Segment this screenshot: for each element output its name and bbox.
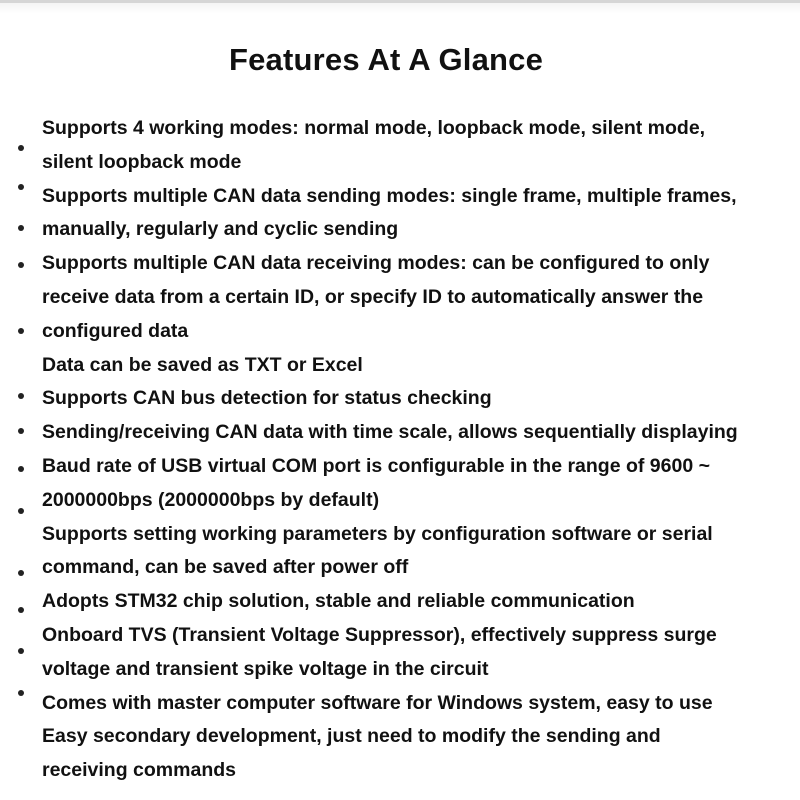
bullet-dot-icon: [18, 466, 24, 472]
bullet-dot-icon: [18, 393, 24, 399]
bullet-dot-icon: [18, 262, 24, 268]
feature-line: Supports CAN bus detection for status checking: [42, 387, 492, 410]
bullet-dot-icon: [18, 184, 24, 190]
bullet-dot-icon: [18, 607, 24, 613]
bullet-dot-icon: [18, 145, 24, 151]
feature-line: Supports multiple CAN data receiving modes: can be configured to only: [42, 252, 710, 275]
bullet-dot-icon: [18, 570, 24, 576]
bullet-dot-icon: [18, 508, 24, 514]
feature-line: voltage and transient spike voltage in the circuit: [42, 657, 489, 680]
feature-line: Adopts STM32 chip solution, stable and reliable communication: [42, 590, 635, 613]
page-title: Features At A Glance: [228, 42, 544, 77]
feature-line: configured data: [42, 319, 189, 342]
feature-line: Baud rate of USB virtual COM port is configurable in the range of 9600 ~: [42, 454, 710, 477]
feature-line: Supports setting working parameters by configuration software or serial: [42, 522, 713, 545]
feature-line: Onboard TVS (Transient Voltage Suppressor), effectively suppress surge: [42, 623, 717, 646]
feature-line: receiving commands: [42, 759, 236, 782]
feature-line: silent loopback mode: [42, 150, 242, 173]
bullet-dot-icon: [18, 428, 24, 434]
top-border: [0, 0, 800, 3]
bullet-dot-icon: [18, 648, 24, 654]
feature-line: receive data from a certain ID, or specify ID to automatically answer the: [42, 285, 704, 308]
feature-line: Sending/receiving CAN data with time scale, allows sequentially displaying: [42, 421, 738, 444]
feature-line: 2000000bps (2000000bps by default): [42, 488, 380, 511]
feature-line: Data can be saved as TXT or Excel: [42, 353, 363, 376]
feature-line: Easy secondary development, just need to modify the sending and: [42, 725, 661, 748]
bullet-dot-icon: [18, 225, 24, 231]
feature-line: Comes with master computer software for Windows system, easy to use: [42, 691, 713, 714]
feature-list: [42, 112, 738, 788]
bullet-dot-icon: [18, 690, 24, 696]
feature-line: command, can be saved after power off: [42, 556, 409, 579]
feature-line: Supports 4 working modes: normal mode, loopback mode, silent mode,: [42, 117, 706, 139]
feature-line: Supports multiple CAN data sending modes: single frame, multiple frames,: [42, 184, 737, 207]
feature-line: manually, regularly and cyclic sending: [42, 218, 399, 241]
bullet-dot-icon: [18, 328, 24, 334]
